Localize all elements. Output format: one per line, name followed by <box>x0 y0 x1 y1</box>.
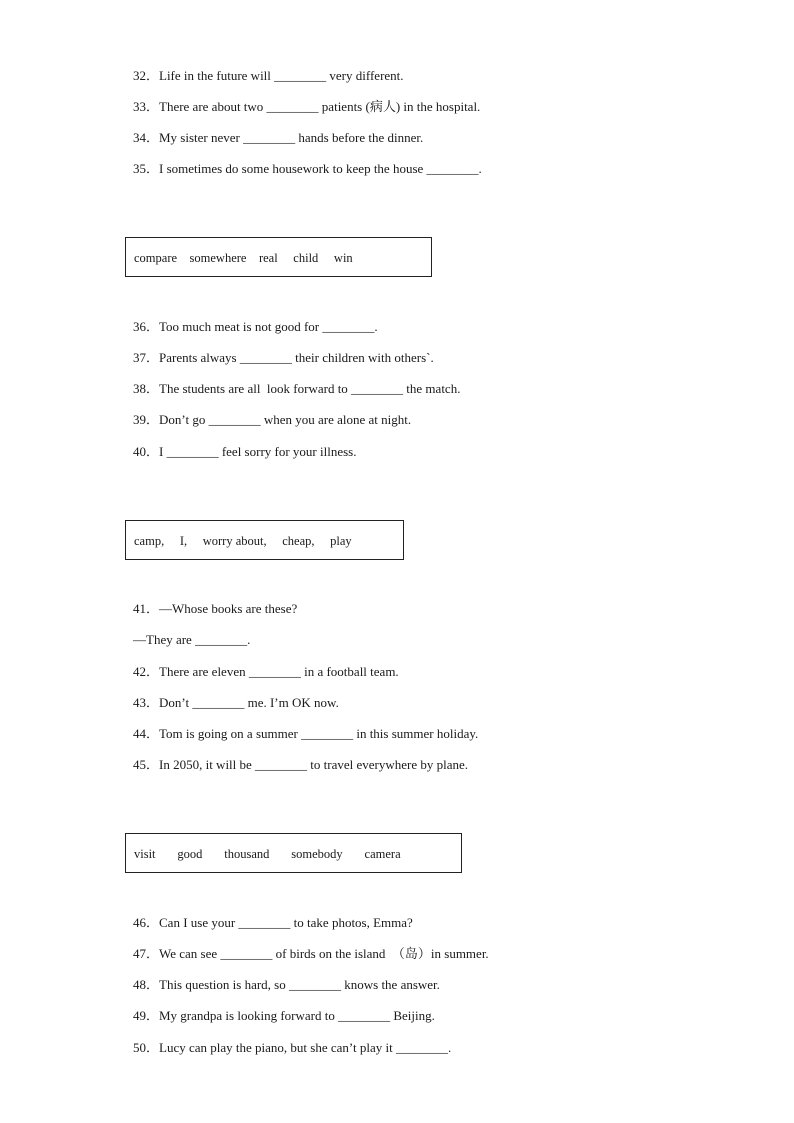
question-43: 43．Don’t ________ me. I’m OK now. <box>133 695 339 710</box>
question-50: 50．Lucy can play the piano, but she can’t play it ________. <box>133 1040 452 1055</box>
question-42: 42．There are eleven ________ in a football team. <box>133 664 399 679</box>
question-35: 35．I sometimes do some housework to keep the house ________. <box>133 161 482 176</box>
question-32: 32．Life in the future will ________ very different. <box>133 68 404 83</box>
question-45: 45．In 2050, it will be ________ to travel everywhere by plane. <box>133 757 469 772</box>
question-41-answer: —They are ________. <box>133 632 251 647</box>
question-33: 33．There are about two ________ patients (病人) in the hospital. <box>133 99 481 114</box>
word-box-4: visit good thousand somebody camera <box>125 833 462 873</box>
question-47: 47．We can see ________ of birds on the island （岛）in summer. <box>133 946 489 961</box>
word-box-3: camp, I, worry about, cheap, play <box>125 520 404 560</box>
question-41: 41．—Whose books are these? <box>133 601 298 616</box>
question-34: 34．My sister never ________ hands before the dinner. <box>133 130 424 145</box>
question-49: 49．My grandpa is looking forward to ________ Beijing. <box>133 1008 435 1023</box>
question-44: 44．Tom is going on a summer ________ in this summer holiday. <box>133 726 479 741</box>
question-38: 38．The students are all look forward to ________ the match. <box>133 381 461 396</box>
question-36: 36．Too much meat is not good for ________. <box>133 319 378 334</box>
question-40: 40．I ________ feel sorry for your illness. <box>133 444 357 459</box>
question-39: 39．Don’t go ________ when you are alone at night. <box>133 412 412 427</box>
question-48: 48．This question is hard, so ________ knows the answer. <box>133 977 440 992</box>
question-37: 37．Parents always ________ their children with others`. <box>133 350 434 365</box>
word-box-2: compare somewhere real child win <box>125 237 432 277</box>
question-46: 46．Can I use your ________ to take photos, Emma? <box>133 915 413 930</box>
